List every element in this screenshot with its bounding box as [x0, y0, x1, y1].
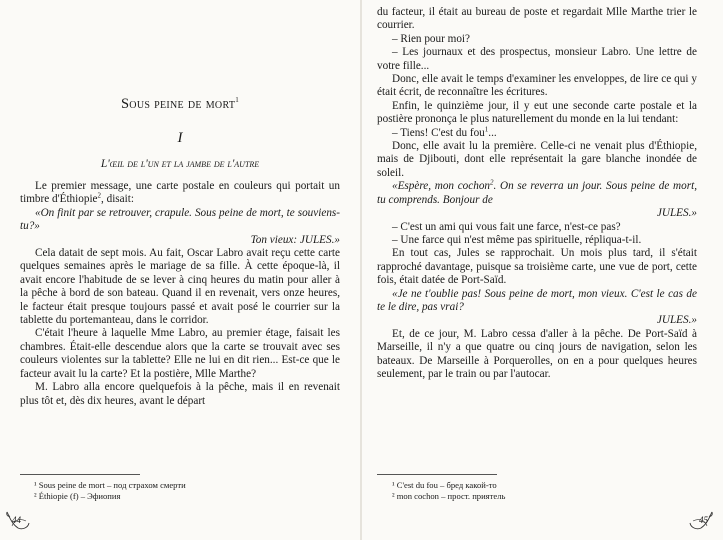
paragraph: Donc, elle avait le temps d'examiner les enveloppes, de lire ce qui y était écrit, de reconnaître les écritures.: [377, 73, 697, 99]
left-page: [0, 0, 361, 540]
paragraph: Et, de ce jour, M. Labro cessa d'aller à la pêche. De Port-Saïd à Marseille, il n'y a que quatre ou cinq jours de navigation, selon les bateaux. De Marseille à Porquerolles, on en a pour quelques heures seulement, par le train ou par l'autocar.: [377, 327, 697, 380]
right-page: [362, 0, 723, 540]
dialogue-line: – Les journaux et des prospectus, monsieur Labro. Une lettre de votre fille...: [377, 46, 697, 72]
left-text-column: [20, 180, 340, 408]
page-number-ornament: [4, 508, 32, 532]
footnote: ¹ Sous peine de mort – под страхом смерти: [34, 480, 186, 490]
page-number-ornament: [687, 508, 715, 532]
signature: Ton vieux: JULES.»: [250, 233, 340, 246]
footnote: ² Éthiopie (f) – Эфиопия: [34, 490, 121, 501]
signature: JULES.»: [656, 207, 697, 220]
footnotes: [392, 480, 505, 501]
paragraph: Donc, elle avait lu la première. Celle-ci ne venait plus d'Éthiopie, mais de Djibouti, dont elle représentait la gare blanche inondée de soleil.: [377, 140, 697, 179]
chapter-subtitle: L'œil de l'un et la jambe de l'autre: [100, 158, 260, 170]
paragraph: En tout cas, Jules se rapprochait. Un mois plus tard, il s'était rapproché davantage, puisque sa troisième carte, une vue de port, cette fois, était datée de Port-Saïd.: [377, 247, 697, 287]
footnote: ² mon cochon – прост. приятель: [392, 490, 506, 501]
paragraph: C'était l'heure à laquelle Mme Labro, au premier étage, faisait les chambres. Était-elle descendue alors que la carte se trouvait avec ses couleurs violentes sur la tablette? Elle ne lui en dit rien... Est-ce que le facteur avait lu la carte? Et la postière, Mlle Marthe?: [20, 327, 340, 380]
page-number: 45: [699, 515, 708, 525]
footnote-rule: [20, 474, 140, 475]
paragraph: Le premier message, une carte postale en couleurs qui portait un timbre d'Éthiopie$^2$, disait:: [20, 180, 340, 206]
paragraph: M. Labro alla encore quelquefois à la pêche, mais il en revenait plus tôt et, dès dix heures, avant le départ: [20, 381, 340, 407]
footnote-rule: [377, 474, 497, 475]
dialogue-line: – C'est un ami qui vous fait une farce, n'est-ce pas?: [392, 220, 621, 233]
paragraph: Enfin, le quinzième jour, il y eut une seconde carte postale et la postière prononça le plus naturellement du monde en la lui tendant:: [377, 99, 697, 126]
footnote: ¹ C'est du fou – бред какой-то: [392, 480, 497, 490]
dialogue-line: – Tiens! C'est du fou$^1$...: [392, 124, 497, 139]
chapter-title: Sous peine de mort$^1$: [120, 96, 240, 112]
right-text-column: [377, 6, 697, 381]
page-number: 44: [12, 515, 21, 525]
chapter-title-note: 1: [235, 96, 240, 105]
quoted-message: «Je ne t'oublie pas! Sous peine de mort, mon vieux. C'est le cas de te le dire, pas vrai?: [377, 287, 697, 313]
footnotes: [34, 480, 186, 501]
paragraph: du facteur, il était au bureau de poste et regardait Mlle Marthe trier le courrier.: [377, 6, 697, 32]
chapter-number: I: [177, 130, 183, 146]
paragraph: Cela datait de sept mois. Au fait, Oscar Labro avait reçu cette carte quelques semaines après le mariage de sa fille. À cette époque-là, il avait encore l'habitude de se lever à cinq heures du matin pour aller à la pêche à bord de son bateau. Quand il en revenait, vers onze heures, le facteur était presque toujours passé et avait posé le courrier sur la tablette du portemanteau, dans le corridor.: [20, 247, 340, 327]
quoted-message: «Espère, mon cochon$^2$. On se reverra un jour. Sous peine de mort, tu comprends. Bonjour de: [377, 178, 697, 206]
dialogue-line: – Rien pour moi?: [392, 32, 470, 45]
quoted-message: «On finit par se retrouver, crapule. Sous peine de mort, te souviens-tu?»: [20, 206, 340, 233]
signature: JULES.»: [656, 314, 697, 327]
dialogue-line: – Une farce qui n'est même pas spirituelle, répliqua-t-il.: [392, 233, 642, 246]
